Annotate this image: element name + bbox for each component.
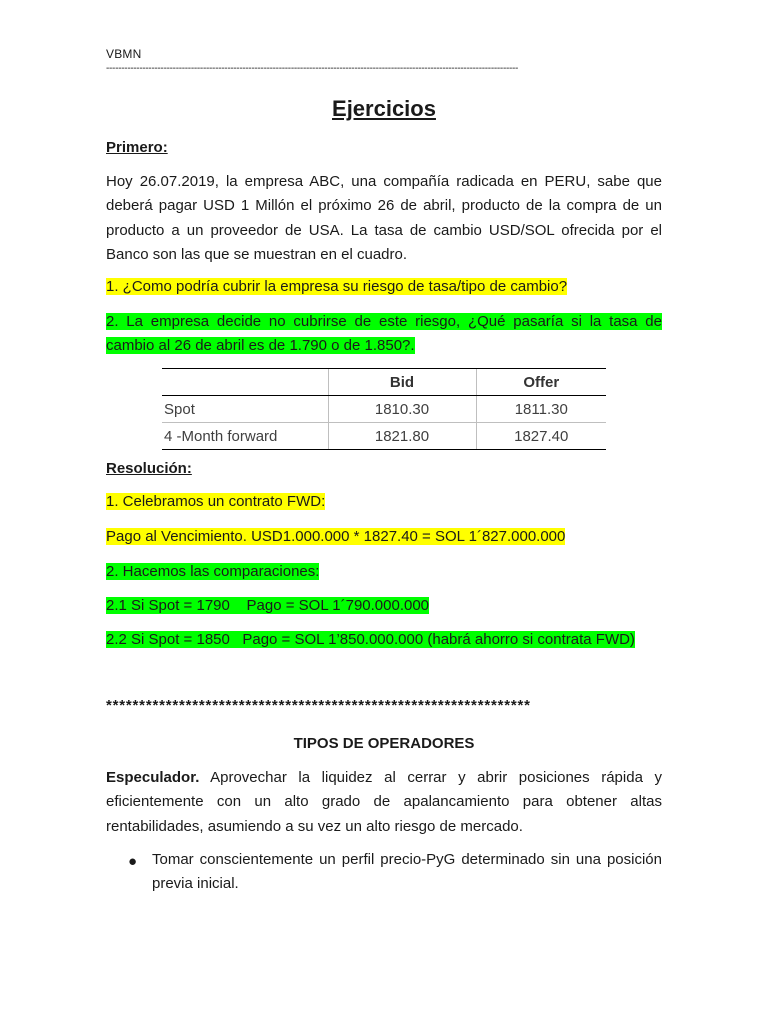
question-1-text: 1. ¿Como podría cubrir la empresa su riesgo de tasa/tipo de cambio? [106, 278, 568, 295]
resolution-step-2-1-text: 2.1 Si Spot = 1790 Pago = SOL 1´790.000.000 [106, 597, 430, 614]
especulador-text: Aprovechar la liquidez al cerrar y abrir posiciones rápida y eficientemente con un alto grado de apalancamiento para obtener altas rentabilidades, asumiendo a su vez un alto riesgo de mercado. [106, 769, 662, 835]
resolution-step-1-text: 1. Celebramos un contrato FWD: [106, 493, 326, 510]
resolution-step-1-detail [106, 526, 565, 548]
resolution-step-2-text: 2. Hacemos las comparaciones: [106, 563, 320, 580]
table-row [162, 423, 606, 450]
table-header-cell [162, 369, 328, 396]
section-heading-tipos: TIPOS DE OPERADORES [293, 735, 475, 752]
bullet-icon: ● [128, 853, 138, 870]
question-1 [106, 276, 567, 298]
exchange-rate-table [162, 368, 606, 450]
page-title: Ejercicios [332, 96, 436, 121]
question-2-text: 2. La empresa decide no cubrirse de este riesgo, ¿Qué pasaría si la tasa de cambio al 26 de abril es de 1.790 o de 1.850?. [106, 313, 662, 355]
resolution-step-2-1 [106, 595, 429, 617]
problem-paragraph: Hoy 26.07.2019, la empresa ABC, una compañía radicada en PERU, sabe que deberá pagar USD 1 Millón el próximo 26 de abril, producto de la compra de un producto a un proveedor de USA. La tasa de cambio USD/SOL ofrecida por el Banco son las que se muestran en el cuadro. [106, 173, 662, 263]
resolution-step-2-2 [106, 629, 635, 651]
especulador-term: Especulador. [106, 769, 200, 786]
resolution-step-2 [106, 561, 319, 583]
resolution-step-1-detail-text: Pago al Vencimiento. USD1.000.000 * 1827.40 = SOL 1´827.000.000 [106, 528, 566, 545]
resolution-step-1 [106, 491, 325, 513]
section-separator: **************************************************************** [106, 697, 531, 714]
table-cell-name: Spot [162, 396, 328, 423]
header-divider: ---------------------------------------------------------------------------------------------------------------------------------------- [106, 63, 519, 74]
table-cell-bid: 1810.30 [328, 396, 476, 423]
table-cell-bid: 1821.80 [328, 423, 476, 450]
table-row [162, 396, 606, 423]
bullet-text: Tomar conscientemente un perfil precio-PyG determinado sin una posición previa inicial. [152, 851, 662, 893]
table-header-bid: Bid [328, 369, 476, 396]
list-item [128, 848, 662, 897]
resolution-step-2-2-text: 2.2 Si Spot = 1850 Pago = SOL 1’850.000.000 (habrá ahorro si contrata FWD) [106, 631, 635, 648]
section-primero-label: Primero: [106, 139, 168, 156]
table-cell-offer: 1811.30 [476, 396, 606, 423]
table-cell-name: 4 -Month forward [162, 423, 328, 450]
question-2 [106, 310, 662, 359]
table-header-offer: Offer [476, 369, 606, 396]
table-header-row [162, 369, 606, 396]
table-cell-offer: 1827.40 [476, 423, 606, 450]
especulador-paragraph [106, 766, 662, 839]
header-author: VBMN [106, 47, 142, 61]
section-resolucion-label: Resolución: [106, 460, 192, 477]
